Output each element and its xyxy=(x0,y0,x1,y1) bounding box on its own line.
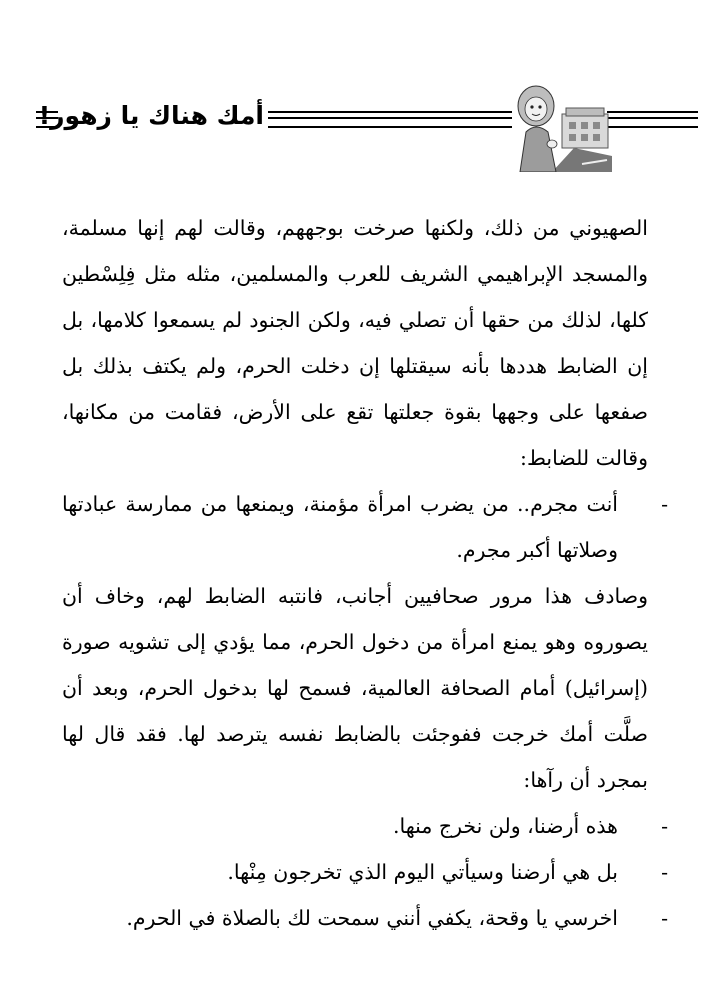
chapter-header xyxy=(0,78,720,178)
dialogue-text: بل هي أرضنا وسيأتي اليوم الذي تخرجون مِنْها. xyxy=(227,860,618,884)
dialogue-line xyxy=(62,895,668,941)
dialogue-text: أنت مجرم.. من يضرب امرأة مؤمنة، ويمنعها من ممارسة عبادتها وصلاتها أكبر مجرم. xyxy=(62,492,618,562)
decorative-rule-middle xyxy=(268,111,512,128)
paragraph: الصهيوني من ذلك، ولكنها صرخت بوجههم، وقالت لهم إنها مسلمة، والمسجد الإبراهيمي الشريف للعرب والمسلمين، مثله مثل فِلِسْطين كلها، لذلك من حقها أن تصلي فيه، ولكن الجنود لم يسمعوا كلامها، بل إن الضابط هددها بأنه سيقتلها إن دخلت الحرم، ولم يكتف بذلك بل صفعها على وجهها بقوة جعلتها تقع على الأرض، فقامت من مكانها، وقالت للضابط: xyxy=(62,216,648,470)
dash-marker: - xyxy=(661,492,668,516)
page-body xyxy=(62,205,668,941)
dialogue-line xyxy=(62,481,668,573)
dialogue-line xyxy=(62,803,668,849)
dash-marker: - xyxy=(661,814,668,838)
dash-marker: - xyxy=(661,906,668,930)
dash-marker: - xyxy=(661,860,668,884)
paragraph: وصادف هذا مرور صحافيين أجانب، فانتبه الضابط لهم، وخاف أن يصوروه وهو يمنع امرأة من دخول الحرم، مما يؤدي إلى تشويه صورة (إسرائيل) أمام الصحافة العالمية، فسمح لها بدخول الحرم، وبعد أن صلَّت أمك خرجت ففوجئت بالضابط نفسه يترصد لها. فقد قال لها بمجرد أن رآها: xyxy=(62,584,648,792)
dialogue-line xyxy=(62,849,668,895)
girl-with-hijab-illustration-icon xyxy=(512,78,612,172)
chapter-title: أمك هناك يا زهور! xyxy=(38,101,264,130)
decorative-rule-left xyxy=(36,111,58,128)
dialogue-text: اخرسي يا وقحة، يكفي أنني سمحت لك بالصلاة في الحرم. xyxy=(126,906,618,930)
dialogue-text: هذه أرضنا، ولن نخرج منها. xyxy=(392,814,618,838)
decorative-rule-right xyxy=(607,111,698,128)
